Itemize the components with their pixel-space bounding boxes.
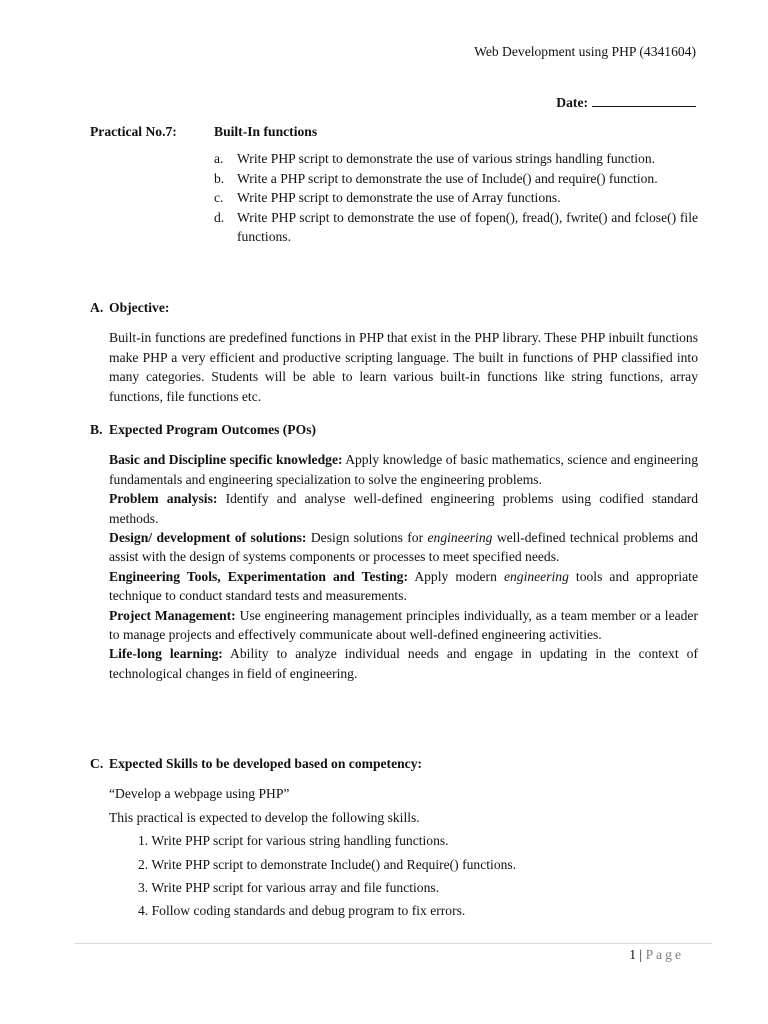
document-header-title: Web Development using PHP (4341604) <box>474 44 696 59</box>
po-title: Life-long learning: <box>109 646 223 662</box>
footer-divider <box>75 943 712 944</box>
task-item <box>214 208 698 247</box>
task-letter: a. <box>214 151 224 167</box>
practical-heading <box>90 122 698 141</box>
task-text: Write PHP script to demonstrate the use of Array functions. <box>237 190 561 206</box>
skill-item: 3. Write PHP script for various array and file functions. <box>138 880 440 896</box>
outcomes-heading <box>90 420 698 439</box>
outcomes-section <box>90 420 698 683</box>
task-letter: c. <box>214 190 224 206</box>
practical-title: Built-In functions <box>214 124 318 139</box>
skills-quote: “Develop a webpage using PHP” <box>109 786 290 802</box>
po-text: Ability to analyze individual needs and engage in updating in the context of technological changes in field of engineering. <box>109 646 698 681</box>
task-text: Write PHP script to demonstrate the use of various strings handling function. <box>237 151 656 167</box>
po-title: Design/ development of solutions: <box>109 530 307 546</box>
objective-heading <box>90 298 698 317</box>
skill-item: 1. Write PHP script for various string handling functions. <box>138 833 449 849</box>
task-item <box>214 169 698 188</box>
skill-item: 4. Follow coding standards and debug program to fix errors. <box>138 903 466 919</box>
practical-number: Practical No.7: <box>90 124 177 139</box>
page-number: 1 <box>629 947 637 962</box>
po-title: Basic and Discipline specific knowledge: <box>109 452 343 468</box>
objective-section <box>90 298 698 406</box>
po-item <box>109 606 698 645</box>
task-letter: d. <box>214 209 225 225</box>
date-label: Date: <box>556 95 588 110</box>
po-text: Use engineering management principles individually, as a team member or a leader to manage projects and effectively communicate about well-defined engineering activities. <box>109 607 698 643</box>
page-footer <box>629 945 684 964</box>
po-item <box>109 450 698 489</box>
po-item <box>109 528 698 567</box>
po-title: Problem analysis: <box>109 491 218 507</box>
skill-item: 2. Write PHP script to demonstrate Include() and Require() functions. <box>138 856 517 872</box>
po-item <box>109 567 698 606</box>
po-title: Engineering Tools, Experimentation and Testing: <box>109 568 409 584</box>
po-text: Apply modern engineering tools and appropriate technique to conduct standard tests and measurements. <box>109 568 698 604</box>
task-text: Write a PHP script to demonstrate the use of Include() and require() function. <box>237 170 658 186</box>
po-text: Apply knowledge of basic mathematics, science and engineering fundamentals and engineering specialization to solve the engineering problems. <box>109 452 698 487</box>
section-letter: A. <box>90 300 104 315</box>
task-item <box>214 149 698 168</box>
skills-list <box>138 831 698 921</box>
skills-intro: This practical is expected to develop the following skills. <box>109 809 420 825</box>
section-heading-text: Objective: <box>109 300 170 315</box>
task-list <box>214 149 698 246</box>
skills-section <box>90 754 698 925</box>
po-title: Project Management: <box>109 607 236 623</box>
task-letter: b. <box>214 170 225 186</box>
page-separator: | <box>639 947 643 962</box>
date-blank-line <box>592 94 696 107</box>
page-word: Page <box>645 947 684 962</box>
task-text: Write PHP script to demonstrate the use of fopen(), fread(), fwrite() and fclose() file functions. <box>237 209 698 245</box>
section-heading-text: Expected Program Outcomes (POs) <box>109 422 317 437</box>
task-item <box>214 188 698 207</box>
skills-heading <box>90 754 698 773</box>
date-field <box>556 93 696 112</box>
po-item <box>109 489 698 528</box>
objective-text: Built-in functions are predefined functions in PHP that exist in the PHP library. These PHP inbuilt functions make PHP a very efficient and productive scripting language. The built in functions of PHP classified into many categories. Students will be able to learn various built-in functions like string functions, array functions, file functions etc. <box>109 330 698 404</box>
practical-block <box>90 122 698 246</box>
po-text: Identify and analyse well-defined engineering problems using codified standard methods. <box>109 491 698 526</box>
po-text: Design solutions for engineering well-defined technical problems and assist with the design of systems components or processes to meet specified needs. <box>109 530 698 565</box>
section-heading-text: Expected Skills to be developed based on competency: <box>109 756 423 771</box>
section-letter: C. <box>90 756 104 771</box>
section-letter: B. <box>90 422 103 437</box>
po-item <box>109 644 698 683</box>
